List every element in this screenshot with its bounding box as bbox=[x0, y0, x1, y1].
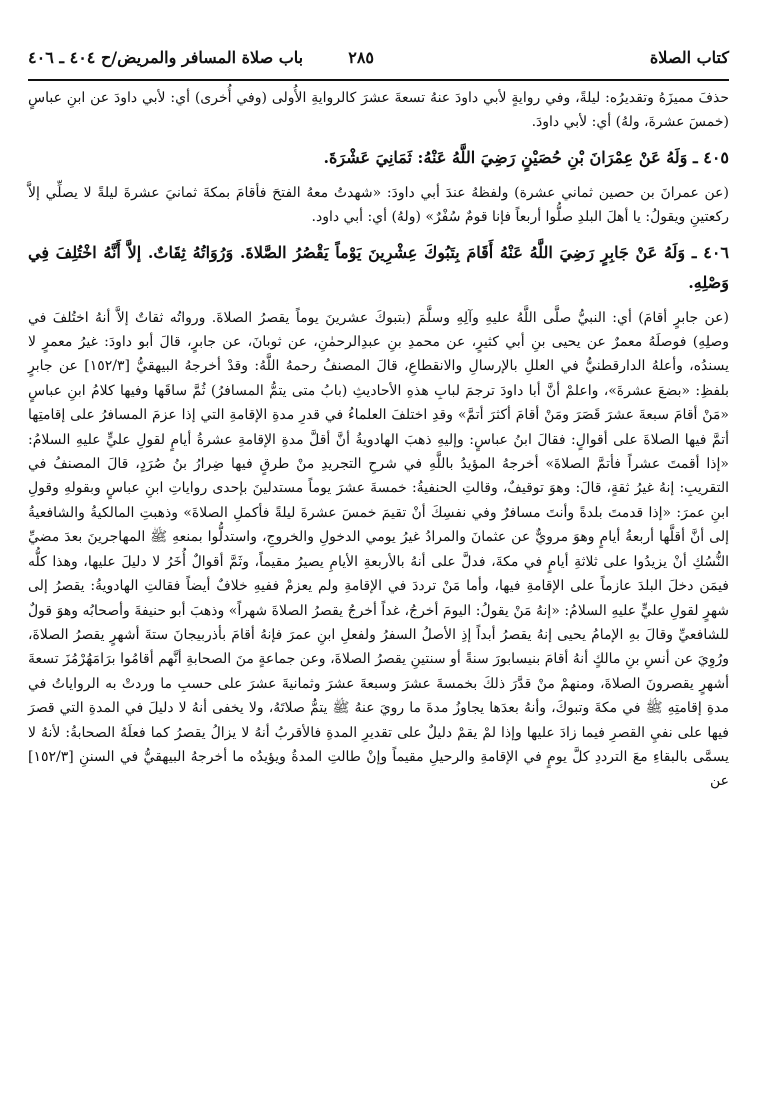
chapter-title: باب صلاة المسافر والمريض/ح ٤٠٤ ـ ٤٠٦ bbox=[28, 48, 304, 67]
hadith-text: ـ وَلَهُ عَنْ عِمْرَانَ بْنِ حُصَيْنٍ رَضِيَ اللَّهُ عَنْهُ: ثَمَانِيَ عَشْرَةَ. bbox=[323, 147, 698, 167]
hadith-406 bbox=[28, 238, 729, 298]
book-title: كتاب الصلاة bbox=[649, 48, 729, 67]
page-body bbox=[28, 86, 729, 794]
header-rule bbox=[28, 79, 729, 81]
commentary-paragraph: حذفَ مميزَهُ وتقديرُه: ليلةً، وفي روايةٍ لأبي داودَ عنهُ تسعةَ عشرَ كالروايةِ الأُولى (وفي أُخرى) أي: لأبي داودَ عن ابنِ عباسٍ (خمسَ عشرةَ، ولهُ) أي: لأبي داودَ. bbox=[28, 90, 729, 131]
hadith-number: ٤٠٦ bbox=[703, 242, 730, 262]
page-number: ٢٨٥ bbox=[348, 48, 374, 67]
running-header bbox=[28, 48, 729, 72]
hadith-405 bbox=[28, 143, 729, 173]
hadith-text: ـ وَلَهُ عَنْ جَابِرٍ رَضِيَ اللَّهُ عَنْهُ أَقَامَ بِتَبُوكَ عِشْرِينَ يَوْماً يَقْصُرُ الصَّلاةَ. وَرُوَاتُهُ ثِقَاتٌ. إلاَّ أَنَّهُ اخْتُلِفَ فِي وَصْلِهِ. bbox=[28, 242, 729, 292]
commentary-paragraph: (عن عمرانَ بن حصين ثماني عشرة) ولفظهُ عندَ أبي داودَ: «شهدتُ معهُ الفتحَ فأقامَ بمكةَ ثمانيَ عشرةَ ليلةً لا يصلِّي إلاَّ ركعتينِ ويقولُ: يا أهلَ البلدِ صلُّوا أربعاً فإنا قومٌ سُفْرٌ» (ولهُ) أي: أبي داود. bbox=[28, 184, 729, 226]
commentary-paragraph: (عن جابرٍ أقامَ) أي: النبيُّ صلَّى اللَّهُ عليهِ وآلِهِ وسلَّمَ (بتبوكَ عشرينَ يوماً يقصرُ الصلاةَ. ورواتُه ثقاتٌ إلاَّ أنهُ اختُلفَ في وصلِهِ) فوصلَهُ معمرٌ عن يحيى بنِ أبي كثيرٍ، عن محمدِ بنِ عبدِالرحمٰنِ، عن ثوبانَ، عن جابرٍ، قالَ أبو داودَ: غيرُ معمرٍ لا يسندُه، وأعلهُ الدارقطنيُّ في العللِ بالإرسالِ والانقطاعِ، قالَ المصنفُ رحمهُ اللَّهُ: وقدْ أخرجهُ البيهقيُّ [١٥٢/٣] عن جابرٍ بلفظِ: «بضعَ عشرةَ»، واعلمْ أنَّ أبا داودَ ترجمَ لبابِ هذهِ الأحاديثِ (بابُ متى يتمُّ المسافرُ) ثُمَّ ساقَها وفيها كلامُ ابنِ عباسٍ «مَنْ أقامَ سبعةَ عشرَ قَصَرَ ومَنْ أقامَ أكثرَ أتمَّ» وقدِ اختلفَ العلماءُ في قدرِ مدةِ الإقامةِ التي إذا عزمَ المسافرُ على إقامتِها أتمَّ فيها الصلاةَ على أقوالٍ: فقالَ ابنُ عباسٍ: وإليهِ ذهبَ الهادويةُ أنَّ أقلَّ مدةِ الإقامةِ عشرةُ أيامٍ لقولِ عليٍّ عليهِ السلامُ: «إذا أقمتَ عشراً فأتمَّ الصلاةَ» أخرجهُ المؤيدُ باللَّهِ في شرحِ التجريدِ منْ طرقٍ فيها ضِرارُ بنُ صُرَدٍ، قالَ المصنفُ في التقريبِ: إنهُ غيرُ ثقةٍ، قالَ: وهوَ توقيفٌ، وقالتِ الحنفيةُ: خمسةَ عشرَ يوماً مستدلينَ بإحدى رواياتِ ابنِ عباسٍ وبقولهِ وقولِ ابنِ عمرَ: «إذا قدمتَ بلدةً وأنتَ مسافرٌ وفي نفسِكَ أنْ تقيمَ خمسَ عشرةَ ليلةً فأكملِ الصلاةَ» وذهبتِ المالكيةُ والشافعيةُ إلى أنَّ أقلَّها أربعةُ أيامٍ وهوَ مرويٌّ عن عثمانَ والمرادُ غيرُ يومي الدخولِ والخروجِ، واستدلُّوا بمنعهِ ﷺ المهاجرينَ بعدَ مضيِّ النُّسُكِ أنْ يزيدُوا على ثلاثةِ أيامٍ في مكةَ، فدلَّ على أنهُ بالأربعةِ الأيامِ يصيرُ مقيماً، وثَمَّ أقوالٌ أُخَرُ لا دليلَ عليها، وهذا كلُّه فيمَن دخلَ البلدَ عازماً على الإقامةِ فيها، وأما مَنْ ترددَ في الإقامةِ ولم يعزمْ ففيهِ خلافٌ أيضاً فقالتِ الهادويةُ: يقصرُ إلى شهرٍ لقولِ عليٍّ عليهِ السلامُ: «إنهُ مَنْ يقولُ: اليومَ أخرجُ، غداً أخرجُ يقصرُ الصلاةَ شهراً» وذهبَ أبو حنيفةَ وأصحابُه وهوَ قولٌ للشافعيِّ وقالَ بهِ الإمامُ يحيى إنهُ يقصرُ أبداً إذِ الأصلُ السفرُ ولفعلِ ابنِ عمرَ فإنهُ أقامَ بأذربيجانَ ستةَ أشهرٍ يقصرُ الصلاةَ، ورُوِيَ عن أنسِ بنِ مالكٍ أنهُ أقامَ بنيسابورَ سنةً أو سنتينِ يقصرُ الصلاةَ، وعن جماعةٍ منَ الصحابةِ أنَّهم أقامُوا برَامَهُرْمُزَ تسعةَ أشهرٍ يقصرونَ الصلاةَ، ومنهمْ منْ قدَّرَ ذلكَ بخمسةَ عشرَ وسبعةَ عشرَ وثمانيةَ عشرَ على حسبِ ما وردتْ به الرواياتُ في مدةِ إقامتِهِ ﷺ في مكةَ وتبوكَ، وأنهُ بعدَها يجاوزُ مدةَ ما رويَ عنهُ ﷺ يتمُّ صلاتَهُ، ولا يخفى أنهُ لا دليلَ في المدةِ التي قصرَ فيها على نفيِ القصرِ فيما زادَ عليها وإذا لمْ يقمْ دليلٌ على تقديرِ المدةِ فالأقربُ أنهُ لا يزالُ يقصرُ كما فعلَهُ الصحابةُ: لأنهُ لا يسمَّى بالبقاءِ معَ الترددِ كلَّ يومٍ في الإقامةِ والرحيلِ مقيماً وإنْ طالتِ المدةُ ويؤيدُه ما أخرجهُ البيهقيُّ في السننِ [١٥٢/٣] عن bbox=[28, 309, 729, 790]
hadith-number: ٤٠٥ bbox=[703, 147, 729, 167]
